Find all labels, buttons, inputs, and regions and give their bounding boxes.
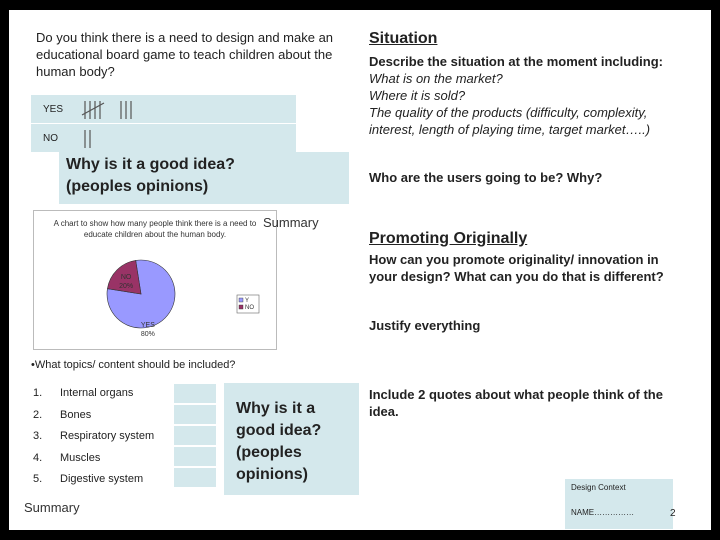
topic-item-label: Muscles — [60, 452, 101, 464]
design-context-box — [565, 479, 673, 529]
why-good-idea-box-2 — [224, 383, 359, 495]
name-field: NAME…………… — [571, 508, 635, 517]
situation-heading: Situation — [369, 30, 438, 47]
why-good-idea-text — [66, 154, 235, 198]
topics-heading: •What topics/ content should be included? — [31, 359, 236, 371]
grid-cell — [173, 383, 217, 404]
promoting-heading: Promoting Originally — [369, 230, 528, 247]
tally-row-no — [31, 124, 296, 152]
why-line-2: (peoples opinions) — [66, 178, 209, 195]
situation-desc-bold: Describe the situation at the moment including: — [369, 54, 663, 69]
pie-chart — [34, 211, 276, 349]
legend-swatch — [239, 298, 243, 302]
topic-item-label: Digestive system — [60, 473, 144, 485]
topic-number: 5. — [33, 473, 43, 485]
pie-label-no: NO 20% — [119, 274, 134, 291]
summary-label: Summary — [263, 215, 319, 230]
situation-description — [369, 53, 689, 138]
legend-label: NO — [245, 305, 254, 311]
why-good-idea-text-2 — [236, 398, 354, 486]
pie-label-yes: YES 80% — [140, 321, 155, 338]
topic-number: 4. — [33, 452, 43, 464]
grid-cell — [173, 467, 217, 488]
topic-number: 2. — [33, 409, 43, 421]
topic-item-label: Bones — [60, 409, 92, 421]
grid-cell — [173, 404, 217, 425]
why2-line-1: Why is it a — [236, 400, 316, 417]
topic-number: 1. — [33, 387, 43, 399]
tally-label-yes: YES — [43, 104, 64, 115]
pie-chart-frame — [33, 210, 277, 350]
design-context-title: Design Context — [571, 483, 626, 492]
tally-marks-yes — [81, 99, 161, 121]
tally-label-no: NO — [43, 133, 58, 144]
slide — [9, 10, 711, 530]
topic-item-label: Respiratory system — [60, 430, 155, 442]
situation-q1: What is on the market? — [369, 71, 503, 86]
tally-marks-no — [81, 128, 101, 150]
topic-number: 3. — [33, 430, 43, 442]
summary-label-2: Summary — [24, 500, 80, 515]
why-line-1: Why is it a good idea? — [66, 156, 235, 173]
topic-grid — [173, 383, 217, 488]
promoting-description: How can you promote originality/ innovation in your design? What can you do that is different? — [369, 252, 664, 284]
situation-q2: Where it is sold? — [369, 88, 466, 103]
survey-question: Do you think there is a need to design and make an educational board game to teach children about the human body? — [36, 30, 334, 79]
why-good-idea-box — [59, 152, 349, 204]
page-number: 2 — [670, 508, 676, 519]
justify-text: Justify everything — [369, 318, 481, 333]
tally-row-yes — [31, 95, 296, 123]
chart-title: A chart to show how many people think there is a need to educate children about the human body. — [53, 219, 257, 239]
topic-item-label: Internal organs — [60, 387, 134, 399]
chart-legend — [237, 295, 259, 313]
why2-line-4: opinions) — [236, 466, 308, 483]
why2-line-2: good idea? — [236, 422, 322, 439]
why2-line-3: (peoples — [236, 444, 302, 461]
legend-label: Y — [245, 298, 250, 304]
grid-cell — [173, 425, 217, 446]
grid-cell — [173, 446, 217, 467]
users-question: Who are the users going to be? Why? — [369, 170, 603, 185]
quotes-instruction: Include 2 quotes about what people think of the idea. — [369, 387, 663, 419]
legend-swatch — [239, 305, 243, 309]
situation-q3: The quality of the products (difficulty, complexity, interest, length of playing time, target market…..) — [369, 105, 651, 137]
